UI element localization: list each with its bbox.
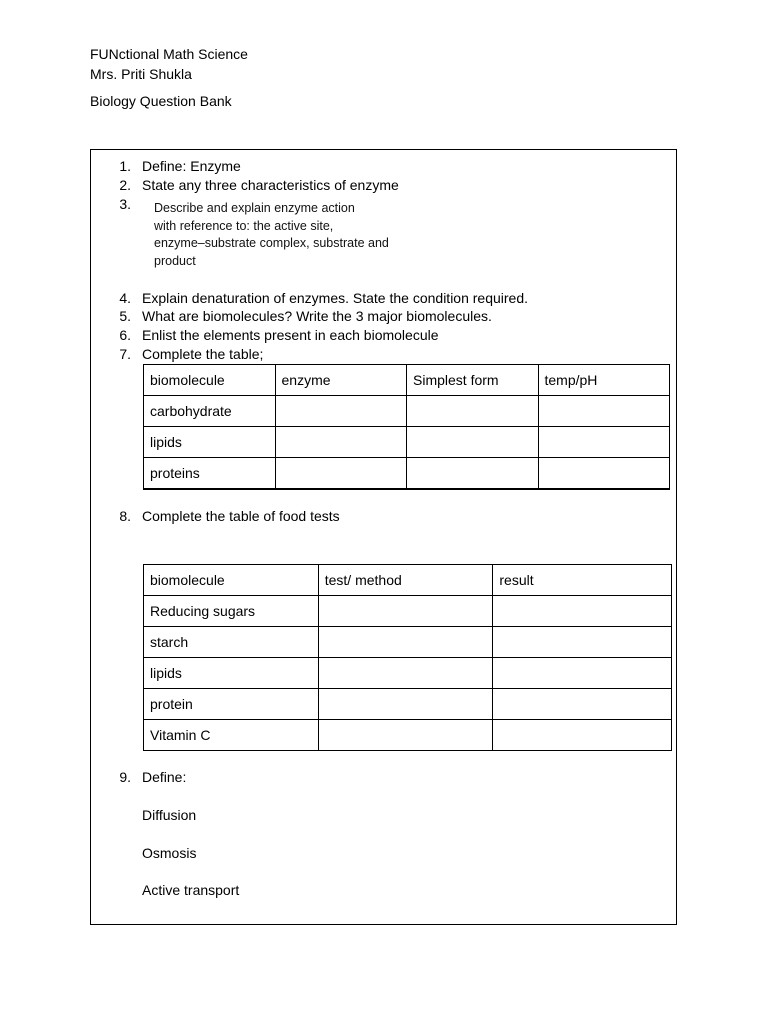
food-test-table	[143, 564, 672, 751]
table-cell: protein	[144, 689, 319, 720]
question-number: 3.	[119, 196, 131, 212]
table-cell: Vitamin C	[144, 720, 319, 751]
table-row	[144, 720, 672, 751]
table-row	[144, 596, 672, 627]
table-cell[interactable]	[275, 427, 407, 458]
table-cell[interactable]	[538, 458, 670, 489]
table-cell[interactable]	[275, 396, 407, 427]
table-cell[interactable]	[538, 396, 670, 427]
table-cell[interactable]	[493, 658, 672, 689]
table-row	[144, 627, 672, 658]
table-cell: proteins	[144, 458, 276, 489]
table-header-cell: Simplest form	[407, 365, 539, 396]
question-number: 7.	[119, 346, 131, 362]
question-number: 2.	[119, 177, 131, 193]
table-cell[interactable]	[407, 396, 539, 427]
table-cell[interactable]	[493, 689, 672, 720]
define-term-active-transport: Active transport	[142, 882, 240, 898]
table-cell[interactable]	[318, 720, 493, 751]
table-cell[interactable]	[318, 689, 493, 720]
question-3-image-text	[154, 200, 414, 270]
question-3-line: product	[154, 253, 196, 268]
table-cell[interactable]	[407, 427, 539, 458]
table-header-cell: biomolecule	[144, 365, 276, 396]
table-cell[interactable]	[275, 458, 407, 489]
table-header-cell: result	[493, 565, 672, 596]
question-text: Complete the table;	[142, 346, 264, 362]
question-3-line: Describe and explain enzyme action	[154, 201, 355, 215]
table-cell[interactable]	[318, 627, 493, 658]
table-row	[144, 658, 672, 689]
table-header-cell: enzyme	[275, 365, 407, 396]
table-cell[interactable]	[493, 720, 672, 751]
question-3-line: with reference to: the active site,	[154, 218, 334, 233]
table-row	[144, 396, 670, 427]
question-text: Enlist the elements present in each biomolecule	[142, 327, 439, 343]
question-box	[90, 149, 677, 925]
question-number: 9.	[119, 769, 131, 785]
page-title: Biology Question Bank	[90, 93, 232, 109]
question-number: 6.	[119, 327, 131, 343]
question-text: State any three characteristics of enzyme	[142, 177, 399, 193]
header-teacher-name: Mrs. Priti Shukla	[90, 66, 192, 82]
question-number: 4.	[119, 290, 131, 306]
table-cell[interactable]	[493, 596, 672, 627]
question-3-line: enzyme–substrate complex, substrate and	[154, 236, 389, 250]
question-number: 8.	[119, 508, 131, 524]
table-row	[144, 689, 672, 720]
table-cell: carbohydrate	[144, 396, 276, 427]
table-cell[interactable]	[407, 458, 539, 489]
table-header-row	[144, 365, 670, 396]
table-cell: Reducing sugars	[144, 596, 319, 627]
table-header-cell: biomolecule	[144, 565, 319, 596]
table-cell[interactable]	[538, 427, 670, 458]
question-text: Define: Enzyme	[142, 158, 241, 174]
header-school-name: FUNctional Math Science	[90, 46, 248, 62]
question-number: 5.	[119, 308, 131, 324]
table-header-cell: temp/pH	[538, 365, 670, 396]
table-cell: lipids	[144, 427, 276, 458]
question-number: 1.	[119, 158, 131, 174]
biomolecule-table	[143, 364, 670, 490]
table-row	[144, 458, 670, 489]
table-cell[interactable]	[318, 596, 493, 627]
question-text: What are biomolecules? Write the 3 major biomolecules.	[142, 308, 492, 324]
define-term-diffusion: Diffusion	[142, 807, 197, 823]
table-row	[144, 427, 670, 458]
define-term-osmosis: Osmosis	[142, 845, 197, 861]
question-text: Complete the table of food tests	[142, 508, 340, 524]
table-cell[interactable]	[318, 658, 493, 689]
table-header-row	[144, 565, 672, 596]
table-cell: lipids	[144, 658, 319, 689]
table-cell[interactable]	[493, 627, 672, 658]
question-text: Explain denaturation of enzymes. State the condition required.	[142, 290, 529, 306]
table-cell: starch	[144, 627, 319, 658]
question-text: Define:	[142, 769, 187, 785]
table-header-cell: test/ method	[318, 565, 493, 596]
